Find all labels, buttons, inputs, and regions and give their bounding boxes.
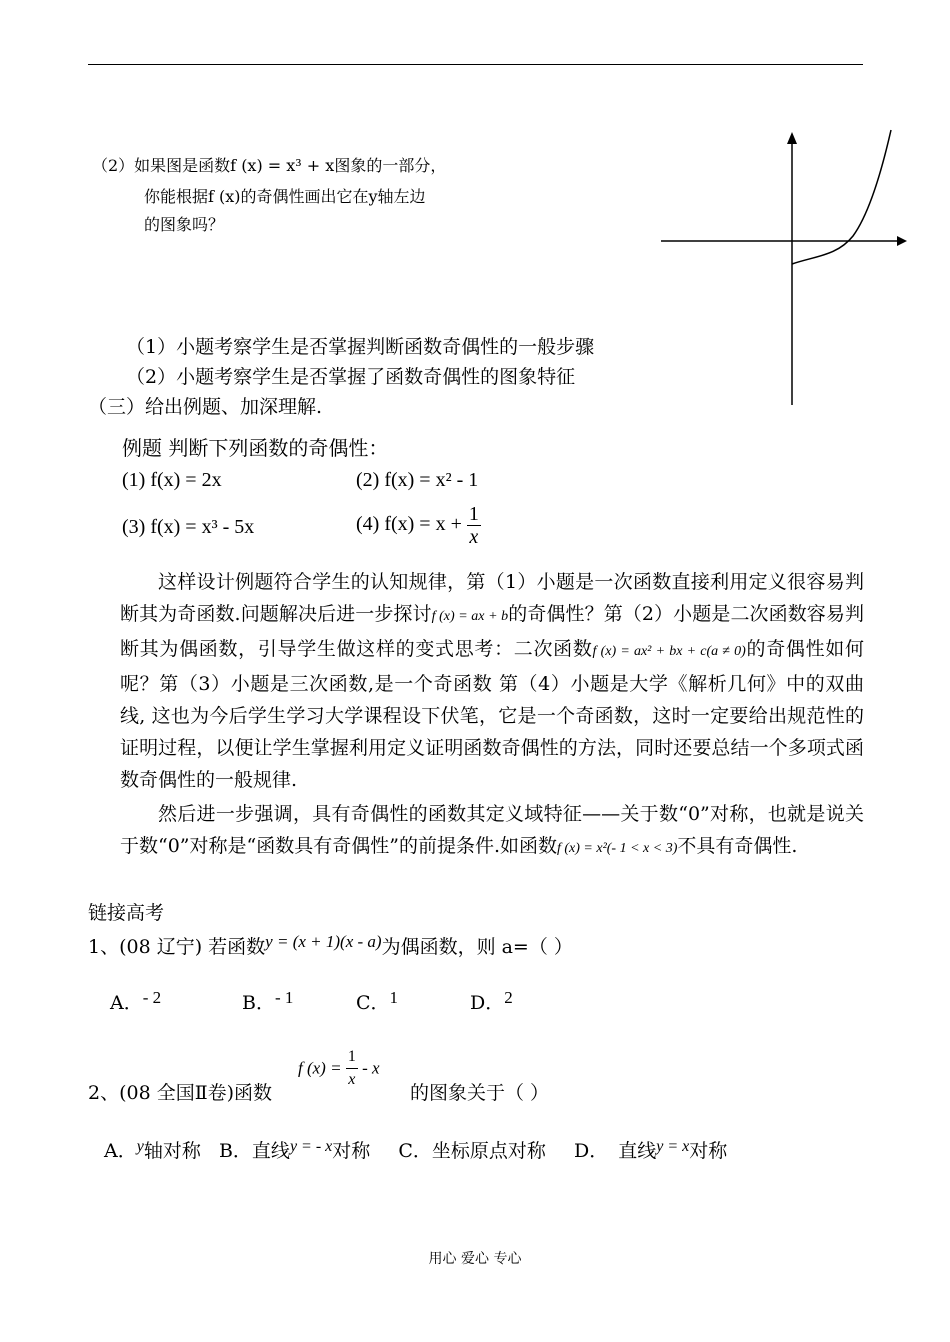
q1-suffix: 为偶函数，则 a=（ ） [381, 936, 573, 958]
q2-math [298, 1046, 380, 1091]
f4-prefix: (4) f(x) = x + [356, 513, 462, 536]
example-f2: (2) f(x) = x² - 1 [356, 469, 479, 491]
q1-option-d [470, 988, 513, 1015]
q1-prefix: 1、(08 辽宁) 若函数 [88, 936, 266, 958]
q1-option-b-value: - 1 [274, 988, 294, 1007]
link-title: 链接高考 [88, 902, 165, 924]
p1-math-1: f (x) = ax + b [431, 609, 509, 624]
problem2-line2: 你能根据f (x)的奇偶性画出它在y轴左边 [144, 187, 426, 206]
example-f3: (3) f(x) = x³ - 5x [122, 516, 255, 538]
p1-text-a: 这样设计例题符合学生的认知规律，第（1）小题是一次函数直接利用定义很容易判断其为奇函数.问题解决后进一步探讨 [120, 571, 864, 625]
p2-text-b: 不具有奇偶性. [677, 835, 798, 857]
q1-math: y = (x + 1)(x - a) [265, 932, 382, 951]
q1-option-d-value: 2 [504, 988, 513, 1007]
p2-text-a: 然后进一步强调，具有奇偶性的函数其定义域特征——关于数“0”对称，也就是说关于数“0”对称是“函数具有奇偶性”的前提条件.如函数 [120, 803, 864, 857]
question-2-prefix: 2、(08 全国Ⅱ卷)函数 [88, 1082, 273, 1104]
q2-option-d-math: y = x [656, 1138, 690, 1155]
q2-option-b-text2: 对称 [332, 1140, 371, 1162]
f4-fraction [467, 503, 481, 548]
f4-denominator: x [469, 526, 479, 548]
q1-option-a-label: A． [110, 992, 143, 1014]
q2-option-a-text: 轴对称 [143, 1140, 201, 1162]
page-footer: 用心 爱心 专心 [428, 1251, 522, 1267]
note-1: （1）小题考察学生是否掌握判断函数奇偶性的一般步骤 [126, 336, 595, 358]
q2-option-c-text: 坐标原点对称 [431, 1140, 546, 1162]
q1-option-c-label: C． [356, 992, 390, 1014]
q2-denominator: x [348, 1071, 356, 1088]
q2-option-b-label: B． [218, 1140, 252, 1162]
problem2-line3: 的图象吗？ [144, 215, 225, 234]
discussion-paragraph-1 [120, 566, 864, 796]
function-graph [655, 128, 915, 408]
q2-option-b-text1: 直线 [251, 1140, 290, 1162]
p1-text-c: 的奇偶性如何呢？第（3）小题是三次函数,是一个奇函数 第（4）小题是大学《解析几何》中的双曲线, 这也为今后学生学习大学课程设下伏笔，它是一个奇函数，这时一定要给出规范性的证明过程，以便让学生掌握利用定义证明函数奇偶性的方法，同时还要总结一个多项式函数奇偶性的一般规律. [120, 638, 864, 791]
problem2-line1: （2）如果图是函数f (x) = x³ + x图象的一部分， [92, 156, 447, 175]
example-title: 例题 判断下列函数的奇偶性： [122, 436, 389, 460]
p1-math-2: f (x) = ax² + bx + c(a ≠ 0) [592, 644, 746, 659]
q2-numerator: 1 [346, 1046, 358, 1069]
header-rule [88, 64, 863, 65]
section-3-heading: （三）给出例题、加深理解. [88, 396, 323, 418]
example-f1: (1) f(x) = 2x [122, 469, 222, 491]
q2-math-rhs: - x [362, 1058, 380, 1078]
q2-option-d-label: D． [574, 1140, 609, 1162]
note-2: （2）小题考察学生是否掌握了函数奇偶性的图象特征 [126, 366, 576, 388]
q1-option-b-label: B． [242, 992, 275, 1014]
q1-option-a [110, 988, 161, 1015]
f4-numerator: 1 [468, 503, 479, 525]
q2-math-lhs: f (x) = [298, 1058, 342, 1078]
q2-option-d-text2: 对称 [689, 1140, 728, 1162]
discussion [120, 566, 864, 865]
curve [792, 130, 891, 264]
p1-text-b: 的奇偶性？第（2）小题是二次函数容易判断其为偶函数，引导学生做这样的变式思考：二次函数 [120, 603, 864, 660]
y-axis-arrow [787, 132, 797, 144]
q2-option-b-math: y = - x [289, 1138, 333, 1155]
question-1 [88, 932, 573, 959]
q1-option-a-value: - 2 [142, 988, 162, 1007]
q1-option-c [356, 988, 398, 1015]
q2-option-c-label: C． [398, 1140, 432, 1162]
discussion-paragraph-2 [120, 798, 864, 865]
q1-option-d-label: D． [470, 992, 505, 1014]
x-axis-arrow [897, 236, 907, 246]
question-2-suffix: 的图象关于（ ） [410, 1082, 550, 1104]
p2-math: f (x) = x²(- 1 < x < 3) [556, 841, 678, 856]
q2-option-a-math: y [136, 1138, 144, 1155]
q2-options [104, 1136, 727, 1163]
q1-option-c-value: 1 [389, 988, 399, 1007]
q2-option-a-label: A． [104, 1140, 137, 1162]
example-f4 [356, 503, 481, 548]
q1-option-b [242, 988, 293, 1015]
q2-fraction [346, 1046, 358, 1091]
q2-option-d-text1: 直线 [618, 1140, 657, 1162]
